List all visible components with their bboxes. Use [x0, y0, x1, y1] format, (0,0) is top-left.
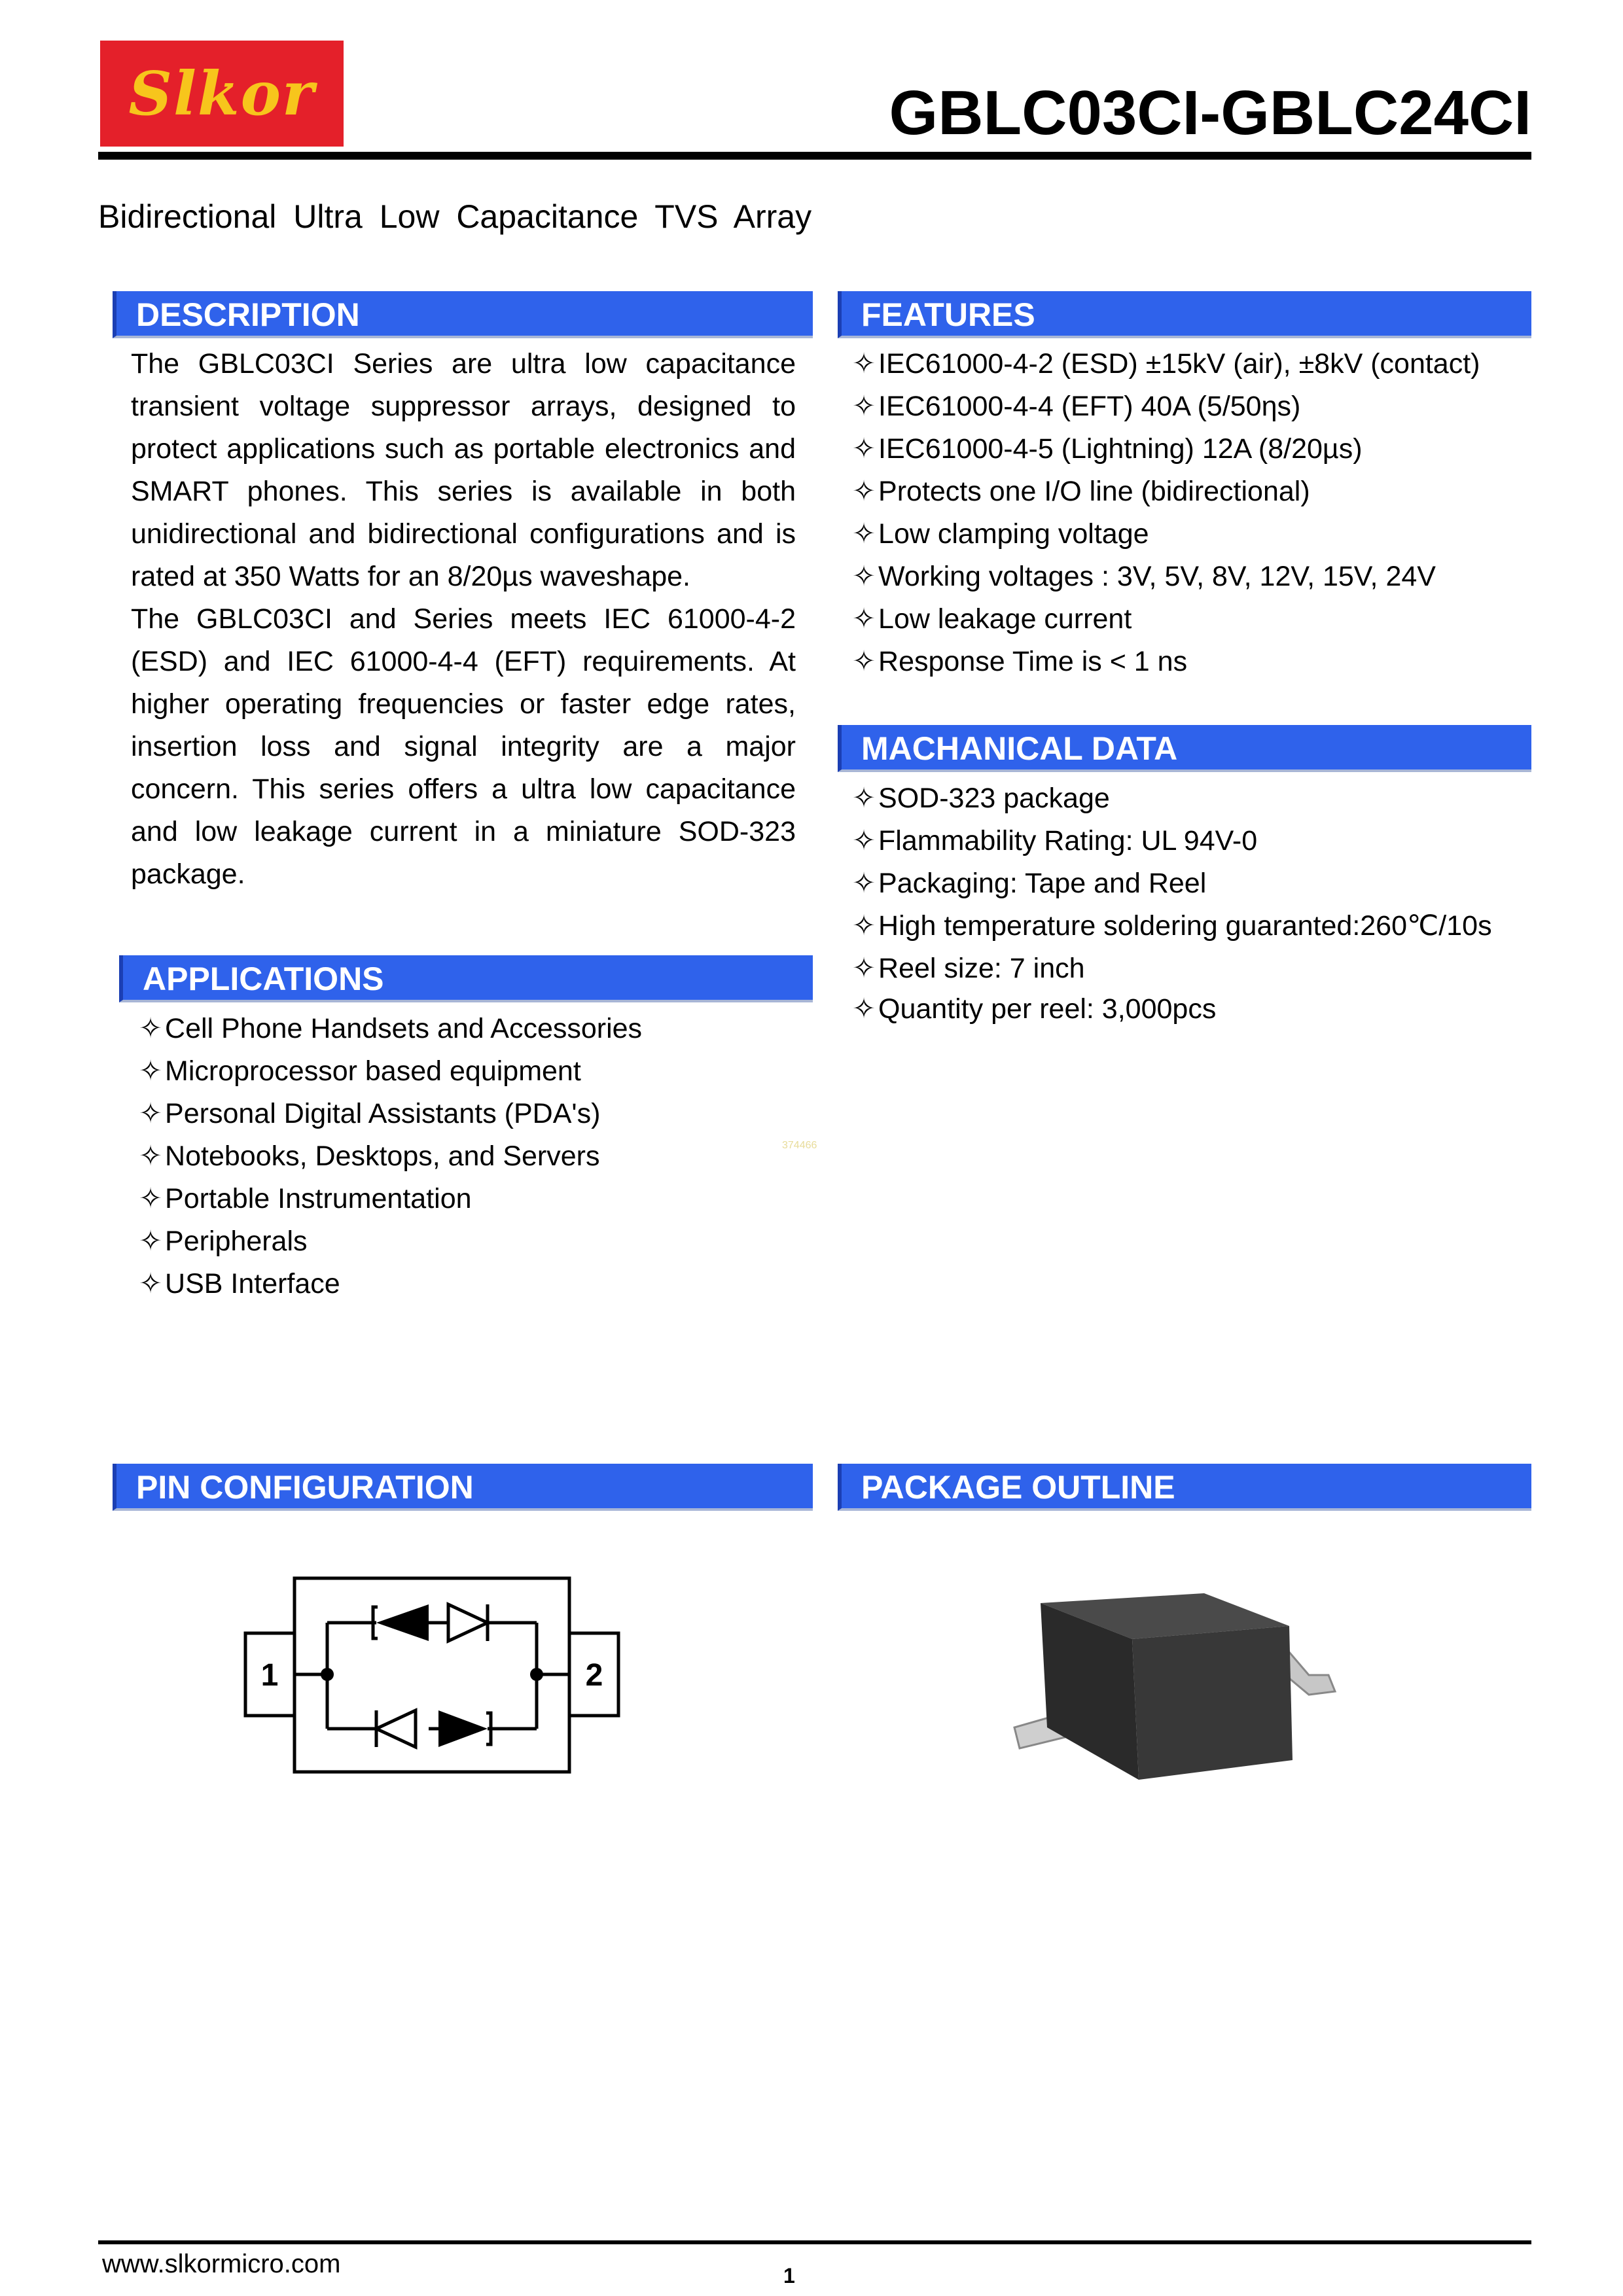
diode-bottom-right-filled — [438, 1710, 488, 1747]
mechanical-list — [852, 777, 1492, 1028]
list-item: ✧Flammability Rating: UL 94V-0 — [852, 825, 1258, 857]
pin-config-heading: PIN CONFIGURATION — [113, 1464, 813, 1511]
list-item: ✧Low leakage current — [852, 603, 1132, 635]
list-item: ✧Microprocessor based equipment — [139, 1055, 581, 1087]
features-list — [852, 343, 1480, 683]
features-heading: FEATURES — [838, 291, 1531, 338]
description-paragraph-1: The GBLC03CI Series are ultra low capacitance transient voltage suppressor arrays, designed to protect applications such as portable electronics and SMART phones. This series is available in both unidirectional and bidirectional configurations and is rated at 350 Watts for an 8/20µs waveshape. — [131, 348, 796, 592]
junction-left — [321, 1668, 334, 1681]
list-item: ✧Response Time is < 1 ns — [852, 646, 1188, 677]
brand-logo — [100, 41, 344, 147]
footer-rule — [98, 2240, 1531, 2244]
body-side-face — [1132, 1626, 1293, 1780]
diode-top-left-filled — [376, 1604, 429, 1641]
package-outline-image — [1001, 1577, 1355, 1793]
list-item: ✧SOD-323 package — [852, 783, 1110, 814]
applications-list — [139, 1008, 642, 1305]
list-item: ✧Working voltages : 3V, 5V, 8V, 12V, 15V, 24V — [852, 561, 1436, 592]
list-item: ✧IEC61000-4-4 (EFT) 40A (5/50ηs) — [852, 391, 1301, 422]
package-outline-heading: PACKAGE OUTLINE — [838, 1464, 1531, 1511]
document-title: GBLC03CI-GBLC24CI — [889, 78, 1531, 148]
mechanical-heading: MACHANICAL DATA — [838, 725, 1531, 772]
diode-top-right — [448, 1604, 488, 1641]
list-item: ✧Low clamping voltage — [852, 518, 1149, 550]
diode-bottom-left — [376, 1710, 416, 1747]
list-item: ✧Cell Phone Handsets and Accessories — [139, 1013, 643, 1044]
list-item: ✧Portable Instrumentation — [139, 1183, 472, 1214]
watermark: 374466 — [782, 1140, 817, 1151]
description-heading: DESCRIPTION — [113, 291, 813, 338]
list-item: ✧Protects one I/O line (bidirectional) — [852, 476, 1310, 507]
description-paragraph-2: The GBLC03CI and Series meets IEC 61000-4-2 (ESD) and IEC 61000-4-4 (EFT) requirements. At higher operating frequencies or faster edge rates, insertion loss and signal integrity are a major concern. This series offers a ultra low capacitance and low leakage current in a miniature SOD-323 package. — [131, 603, 796, 890]
header-rule — [98, 152, 1531, 160]
applications-heading: APPLICATIONS — [119, 955, 813, 1002]
list-item: ✧High temperature soldering guaranted:260℃/10s — [852, 910, 1492, 942]
junction-right — [530, 1668, 543, 1681]
list-item: ✧Reel size: 7 inch — [852, 953, 1085, 984]
list-item: ✧Packaging: Tape and Reel — [852, 868, 1207, 899]
pin-1-label: 1 — [260, 1658, 279, 1693]
list-item: ✧Quantity per reel: 3,000pcs — [852, 993, 1217, 1025]
list-item: ✧Personal Digital Assistants (PDA's) — [139, 1098, 601, 1129]
list-item: ✧Notebooks, Desktops, and Servers — [139, 1140, 600, 1172]
pin-2-label: 2 — [585, 1658, 603, 1693]
pin-configuration-diagram — [242, 1570, 622, 1780]
document-subtitle: Bidirectional Ultra Low Capacitance TVS Array — [98, 198, 812, 235]
list-item: ✧IEC61000-4-2 (ESD) ±15kV (air), ±8kV (contact) — [852, 348, 1480, 380]
footer-url[interactable]: www.slkormicro.com — [102, 2250, 341, 2278]
list-item: ✧USB Interface — [139, 1268, 340, 1299]
logo-text: Slkor — [128, 58, 315, 129]
page-number: 1 — [783, 2264, 795, 2287]
package-body-outline — [294, 1578, 569, 1772]
list-item: ✧Peripherals — [139, 1226, 308, 1257]
list-item: ✧IEC61000-4-5 (Lightning) 12A (8/20µs) — [852, 433, 1363, 465]
